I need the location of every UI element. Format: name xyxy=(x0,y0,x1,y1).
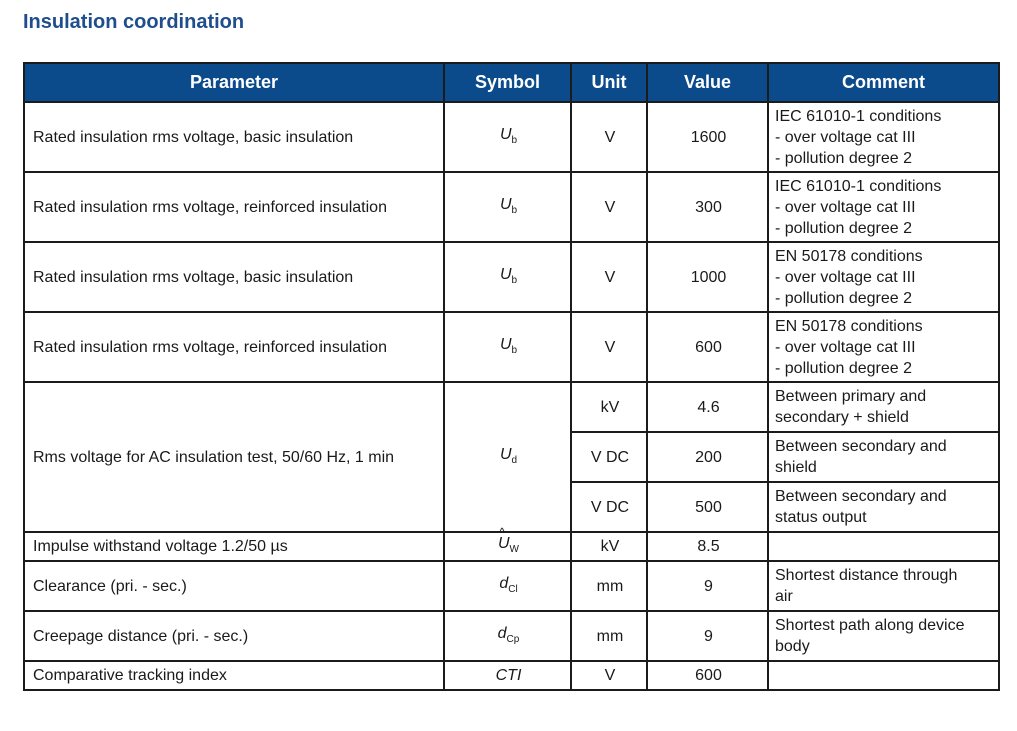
cell-symbol xyxy=(444,312,571,382)
comment-line: EN 50178 conditions xyxy=(775,247,923,265)
cell-symbol xyxy=(444,102,571,172)
cell-unit: kV xyxy=(571,382,647,432)
symbol-main: U xyxy=(499,335,512,353)
cell-value: 4.6 xyxy=(647,382,768,432)
cell-parameter: Rated insulation rms voltage, reinforced insulation xyxy=(24,312,444,382)
comment-line: Between secondary and xyxy=(775,438,947,455)
cell-comment xyxy=(768,382,999,432)
cell-parameter: Impulse withstand voltage 1.2/50 µs xyxy=(24,532,444,561)
cell-comment xyxy=(768,482,999,532)
cell-comment xyxy=(768,561,999,611)
table-row xyxy=(24,312,999,382)
cell-unit: V DC xyxy=(571,432,647,482)
table-header-row xyxy=(24,63,999,102)
table-row xyxy=(24,102,999,172)
table-row xyxy=(24,172,999,242)
cell-symbol xyxy=(444,172,571,242)
comment-line: shield xyxy=(775,459,817,476)
cell-unit: mm xyxy=(571,611,647,661)
header-parameter: Parameter xyxy=(24,63,444,102)
cell-comment xyxy=(768,102,999,172)
symbol-sub: b xyxy=(511,274,518,286)
cell-parameter: Comparative tracking index xyxy=(24,661,444,690)
header-value: Value xyxy=(647,63,768,102)
cell-comment xyxy=(768,312,999,382)
insulation-table xyxy=(23,62,1000,691)
cell-value: 600 xyxy=(647,661,768,690)
cell-parameter: Rated insulation rms voltage, basic insulation xyxy=(24,242,444,312)
cell-comment xyxy=(768,432,999,482)
comment-line: body xyxy=(775,638,810,655)
cell-unit: V DC xyxy=(571,482,647,532)
cell-value: 8.5 xyxy=(647,532,768,561)
cell-unit: V xyxy=(571,312,647,382)
symbol-main: CTI xyxy=(495,667,522,684)
symbol-main: U xyxy=(499,445,512,463)
cell-symbol xyxy=(444,532,571,561)
comment-line: - over voltage cat III xyxy=(775,128,916,146)
comment-line: Between primary and xyxy=(775,388,927,405)
comment-line: - pollution degree 2 xyxy=(775,219,912,237)
table-row xyxy=(24,661,999,690)
page-title: Insulation coordination xyxy=(23,11,245,33)
symbol-main: U xyxy=(499,125,512,143)
cell-value: 1600 xyxy=(647,102,768,172)
cell-parameter: Clearance (pri. - sec.) xyxy=(24,561,444,611)
cell-comment xyxy=(768,611,999,661)
cell-unit: V xyxy=(571,102,647,172)
cell-comment xyxy=(768,172,999,242)
cell-value: 500 xyxy=(647,482,768,532)
table-row xyxy=(24,611,999,661)
cell-unit: V xyxy=(571,242,647,312)
cell-value: 9 xyxy=(647,561,768,611)
comment-line: - pollution degree 2 xyxy=(775,359,912,377)
cell-value: 600 xyxy=(647,312,768,382)
cell-unit: mm xyxy=(571,561,647,611)
comment-line: status output xyxy=(775,509,867,526)
symbol-main: U xyxy=(499,265,512,283)
cell-value: 200 xyxy=(647,432,768,482)
symbol-main: U xyxy=(499,195,512,213)
comment-line: EN 50178 conditions xyxy=(775,317,923,335)
cell-parameter: Rated insulation rms voltage, basic insulation xyxy=(24,102,444,172)
header-symbol: Symbol xyxy=(444,63,571,102)
header-comment: Comment xyxy=(768,63,999,102)
comment-line: secondary + shield xyxy=(775,409,909,426)
cell-comment xyxy=(768,532,999,561)
comment-line: Shortest distance through xyxy=(775,567,958,584)
cell-symbol xyxy=(444,242,571,312)
comment-line: Shortest path along device xyxy=(775,617,965,634)
comment-line: - over voltage cat III xyxy=(775,338,916,356)
cell-symbol xyxy=(444,661,571,690)
cell-symbol xyxy=(444,611,571,661)
symbol-main: d xyxy=(497,624,507,642)
cell-value: 300 xyxy=(647,172,768,242)
cell-symbol xyxy=(444,561,571,611)
comment-line: - over voltage cat III xyxy=(775,198,916,216)
cell-value: 1000 xyxy=(647,242,768,312)
cell-comment xyxy=(768,242,999,312)
cell-parameter: Rated insulation rms voltage, reinforced insulation xyxy=(24,172,444,242)
symbol-sub: W xyxy=(509,544,519,555)
cell-comment xyxy=(768,661,999,690)
comment-line: IEC 61010-1 conditions xyxy=(775,177,942,195)
cell-unit: kV xyxy=(571,532,647,561)
table-row xyxy=(24,532,999,561)
symbol-main: d xyxy=(499,574,509,592)
comment-line: air xyxy=(775,588,793,605)
header-unit: Unit xyxy=(571,63,647,102)
table-row xyxy=(24,561,999,611)
comment-line: - over voltage cat III xyxy=(775,268,916,286)
cell-unit: V xyxy=(571,172,647,242)
symbol-sub: b xyxy=(511,134,518,146)
cell-parameter: Creepage distance (pri. - sec.) xyxy=(24,611,444,661)
symbol-sub: Cl xyxy=(508,583,518,595)
symbol-sub: Cp xyxy=(506,633,520,645)
comment-line: Between secondary and xyxy=(775,488,947,505)
table-row xyxy=(24,382,999,432)
symbol-main: ^ U xyxy=(498,533,510,554)
cell-unit: V xyxy=(571,661,647,690)
cell-value: 9 xyxy=(647,611,768,661)
comment-line: IEC 61010-1 conditions xyxy=(775,107,942,125)
cell-symbol xyxy=(444,382,571,532)
symbol-sub: d xyxy=(511,454,518,466)
symbol-sub: b xyxy=(511,204,518,216)
comment-line: - pollution degree 2 xyxy=(775,149,912,167)
symbol-sub: b xyxy=(511,344,518,356)
table-row xyxy=(24,242,999,312)
comment-line: - pollution degree 2 xyxy=(775,289,912,307)
cell-parameter: Rms voltage for AC insulation test, 50/60 Hz, 1 min xyxy=(24,382,444,532)
